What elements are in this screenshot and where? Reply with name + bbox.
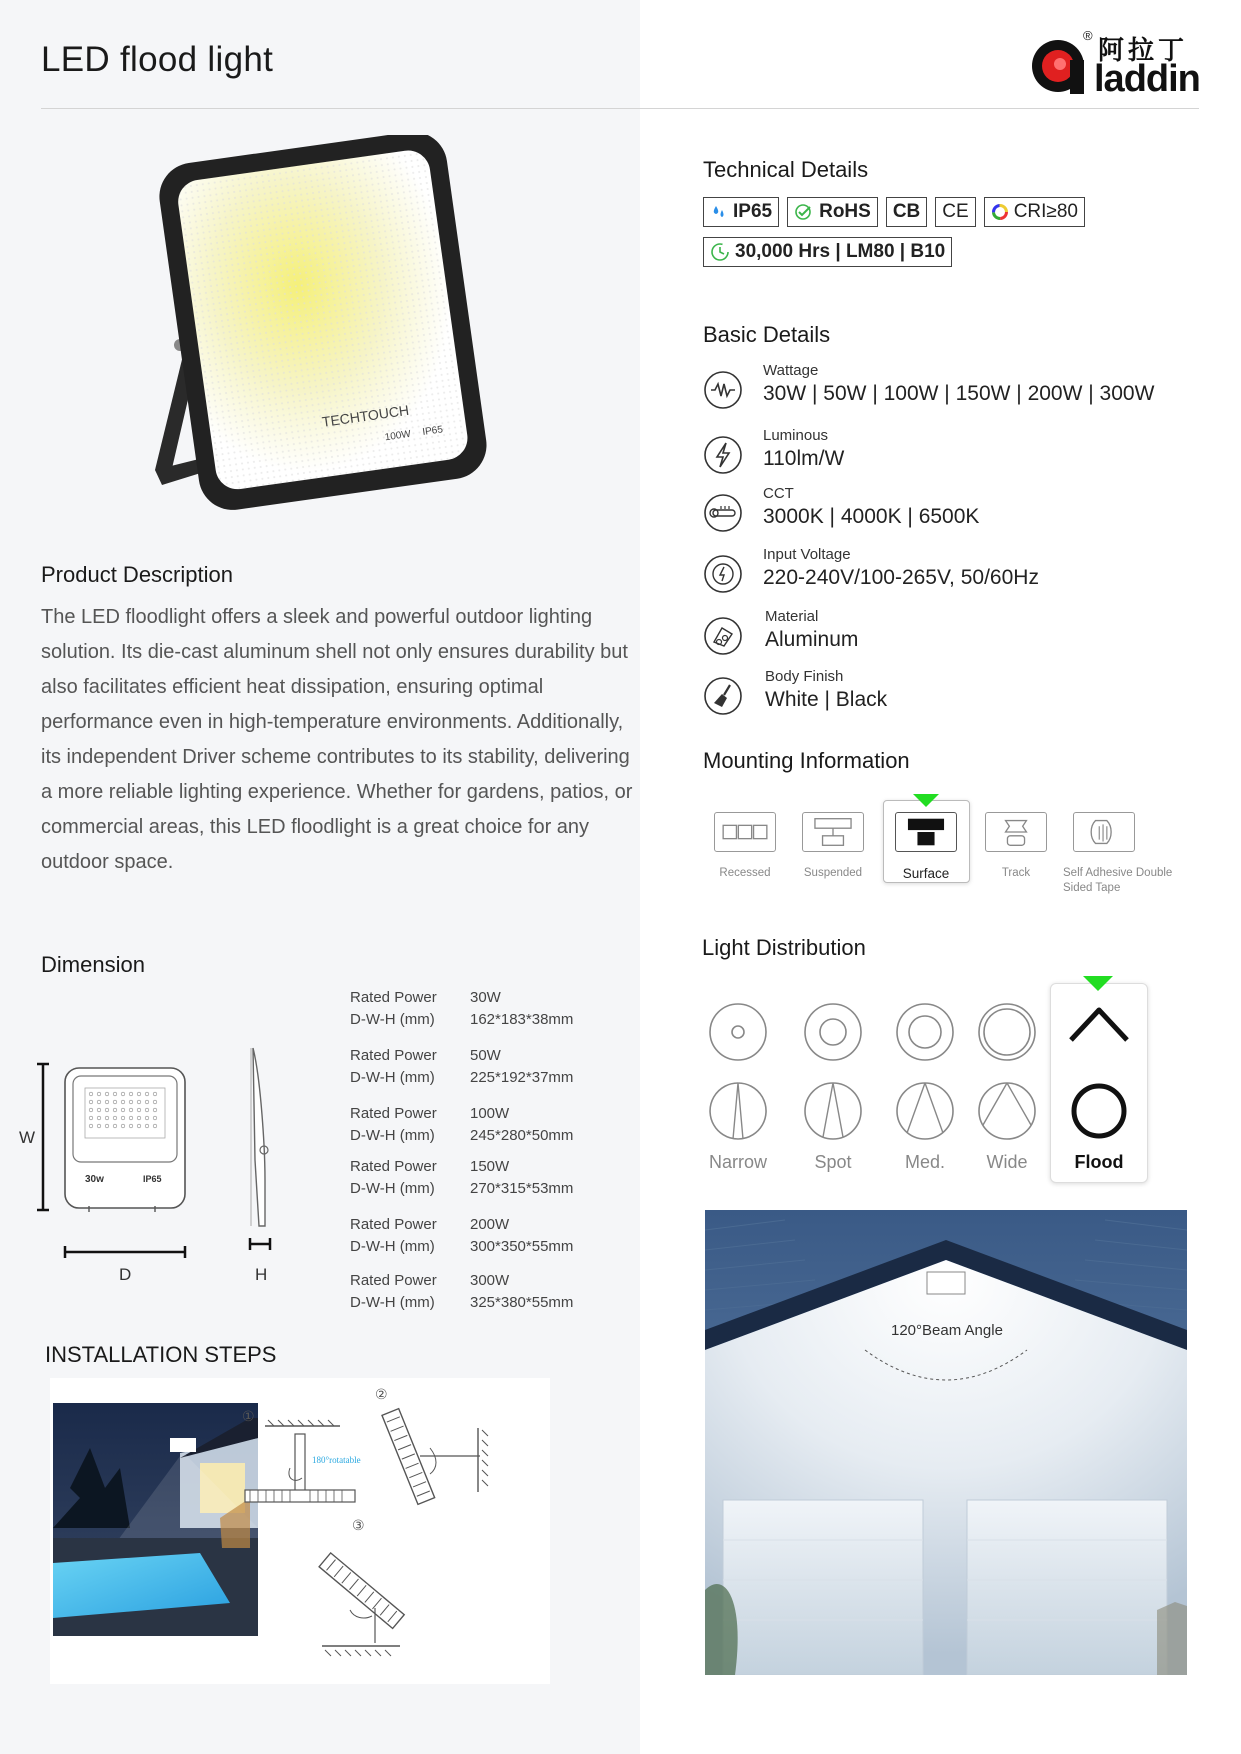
lifetime-badge: 30,000 Hrs | LM80 | B10 bbox=[703, 237, 952, 267]
flood-top-icon bbox=[1067, 1000, 1131, 1064]
surface-icon bbox=[895, 812, 957, 852]
rohs-check-icon bbox=[794, 203, 814, 221]
spec-body-finish: Body Finish White | Black bbox=[703, 668, 1203, 728]
axis-w-label: W bbox=[19, 1128, 36, 1147]
axis-h-label: H bbox=[255, 1265, 268, 1284]
dimension-row-30w: Rated Power 30W D-W-H (mm) 162*183*38mm bbox=[350, 989, 574, 1028]
spec-luminous: Luminous 110lm/W bbox=[703, 427, 1203, 487]
installation-panel bbox=[50, 1378, 550, 1684]
dimension-row-150w: Rated Power 150W D-W-H (mm) 270*315*53mm bbox=[350, 1158, 574, 1197]
header-divider bbox=[41, 108, 1199, 109]
wide-top-icon bbox=[975, 1000, 1039, 1064]
logo-chinese-text: 阿拉丁 bbox=[1098, 35, 1189, 65]
logo-mark-icon bbox=[1030, 36, 1094, 100]
spec-cct: CCT 3000K | 4000K | 6500K bbox=[703, 485, 1203, 545]
badge-ce: CE bbox=[935, 197, 975, 227]
recessed-icon bbox=[714, 812, 776, 852]
suspended-icon bbox=[802, 812, 864, 852]
brand-logo bbox=[1030, 28, 1205, 98]
mount-option-recessed[interactable]: Recessed bbox=[705, 812, 785, 881]
badge-ip65: IP65 bbox=[703, 197, 779, 227]
axis-d-label: D bbox=[119, 1265, 132, 1284]
dimension-row-200w: Rated Power 200W D-W-H (mm) 300*350*55mm bbox=[350, 1216, 574, 1255]
material-icon bbox=[703, 616, 743, 656]
badge-cb: CB bbox=[886, 197, 927, 227]
mount-option-surface[interactable]: Surface bbox=[886, 812, 966, 881]
step-2-number: ② bbox=[375, 1387, 388, 1403]
spot-beam-icon bbox=[801, 1079, 865, 1143]
badge-cri: CRI≥80 bbox=[984, 197, 1085, 227]
dimension-row-300w: Rated Power 300W D-W-H (mm) 325*380*55mm bbox=[350, 1272, 574, 1311]
basic-heading: Basic Details bbox=[703, 322, 831, 347]
badge-rohs: RoHS bbox=[787, 197, 878, 227]
distribution-option-wide[interactable]: Wide bbox=[975, 1000, 1039, 1173]
thermometer-icon bbox=[703, 493, 743, 533]
selected-indicator-icon bbox=[913, 794, 939, 808]
adhesive-tape-icon bbox=[1073, 812, 1135, 852]
distribution-option-spot[interactable]: Spot bbox=[801, 1000, 865, 1173]
color-ring-icon bbox=[991, 203, 1009, 221]
product-image bbox=[150, 135, 490, 525]
description-heading: Product Description bbox=[41, 562, 233, 587]
distribution-option-narrow[interactable]: Narrow bbox=[706, 1000, 770, 1173]
voltage-icon bbox=[703, 554, 743, 594]
clock-icon bbox=[710, 242, 730, 262]
narrow-beam-icon bbox=[706, 1079, 770, 1143]
mount-option-track[interactable]: Track bbox=[976, 812, 1056, 881]
dimension-row-50w: Rated Power 50W D-W-H (mm) 225*192*37mm bbox=[350, 1047, 574, 1086]
wide-beam-icon bbox=[975, 1079, 1039, 1143]
spec-wattage: Wattage 30W | 50W | 100W | 150W | 200W | 300W bbox=[703, 362, 1203, 422]
step-3-number: ③ bbox=[352, 1518, 365, 1534]
product-model-print: 100W bbox=[384, 428, 412, 444]
logo-registered-mark: ® bbox=[1083, 28, 1093, 43]
spec-input-voltage: Input Voltage 220-240V/100-265V, 50/60Hz bbox=[703, 546, 1203, 606]
narrow-top-icon bbox=[706, 1000, 770, 1064]
water-drop-icon bbox=[710, 203, 728, 221]
dimension-heading: Dimension bbox=[41, 952, 145, 977]
beam-angle-photo bbox=[705, 1210, 1187, 1675]
step-1-number: ① bbox=[242, 1409, 255, 1425]
mounting-heading: Mounting Information bbox=[703, 748, 910, 773]
distribution-option-flood[interactable]: Flood bbox=[1067, 1000, 1131, 1173]
mount-option-adhesive[interactable]: Self Adhesive Double Sided Tape bbox=[1063, 812, 1193, 896]
certification-badges bbox=[703, 197, 1085, 227]
lightning-icon bbox=[703, 435, 743, 475]
mount-option-suspended[interactable]: Suspended bbox=[793, 812, 873, 881]
installation-heading: INSTALLATION STEPS bbox=[45, 1342, 277, 1367]
front-watt-label: 30w bbox=[85, 1174, 104, 1185]
distribution-heading: Light Distribution bbox=[702, 935, 866, 960]
spec-material: Material Aluminum bbox=[703, 608, 1203, 668]
spot-top-icon bbox=[801, 1000, 865, 1064]
logo-text: laddin bbox=[1094, 58, 1200, 100]
track-icon bbox=[985, 812, 1047, 852]
distribution-selected-indicator-icon bbox=[1083, 976, 1113, 992]
dimension-row-100w: Rated Power 100W D-W-H (mm) 245*280*50mm bbox=[350, 1105, 574, 1144]
installation-illustration bbox=[50, 1378, 550, 1684]
distribution-option-med[interactable]: Med. bbox=[893, 1000, 957, 1173]
product-ip-print: IP65 bbox=[421, 424, 444, 439]
rotate-note: 180°rotatable bbox=[312, 1455, 361, 1465]
med-top-icon bbox=[893, 1000, 957, 1064]
dimension-drawing bbox=[15, 1040, 295, 1290]
paint-brush-icon bbox=[703, 676, 743, 716]
med-beam-icon bbox=[893, 1079, 957, 1143]
beam-angle-label: 120°Beam Angle bbox=[891, 1322, 1003, 1339]
technical-heading: Technical Details bbox=[703, 157, 869, 182]
description-body: The LED floodlight offers a sleek and powerful outdoor lighting solution. Its die-cast aluminum shell not only ensures durability but also facilitates efficient heat dissipation, ensuring optimal performance even in high-temperature environments. Additionally, its independent Driver scheme contributes to its stability, delivering a more reliable lighting experience. Whether for gardens, patios, or commercial areas, this LED floodlight is a great choice for any outdoor space. bbox=[41, 606, 633, 873]
front-ip-label: IP65 bbox=[143, 1174, 162, 1184]
flood-beam-icon bbox=[1067, 1079, 1131, 1143]
page-title: LED flood light bbox=[41, 40, 274, 79]
wattage-icon bbox=[703, 370, 743, 410]
product-brand-print: TECHTOUCH bbox=[320, 401, 410, 430]
